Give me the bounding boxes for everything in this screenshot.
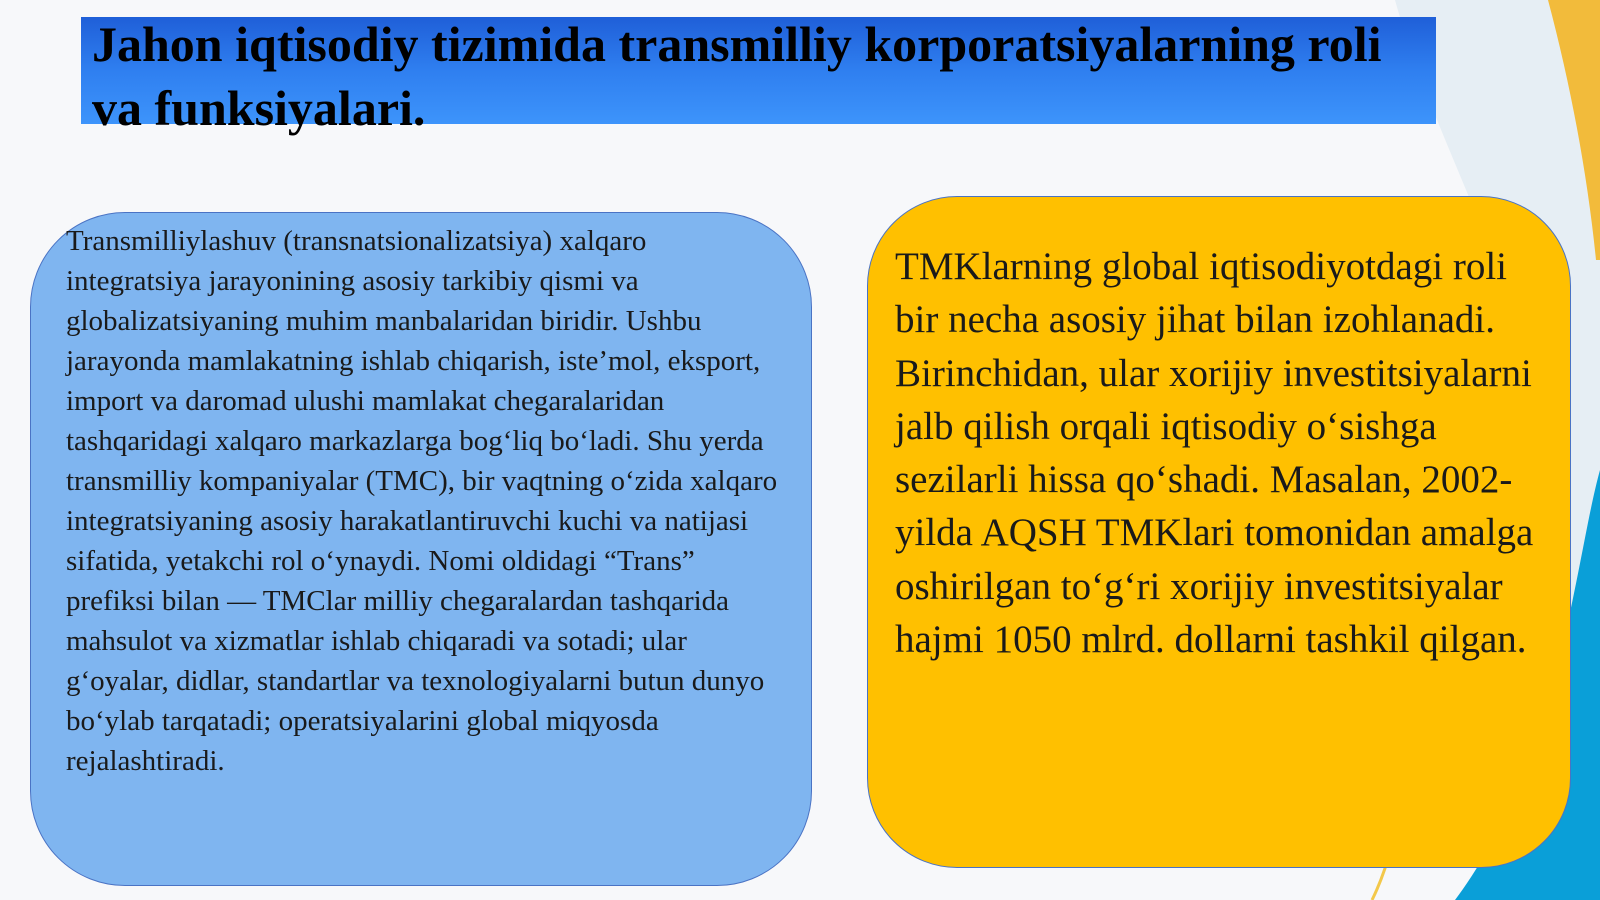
slide-title: Jahon iqtisodiy tizimida transmilliy korporatsiyalarning roli va funksiyalari. — [92, 16, 1382, 136]
right-box-paragraph: TMKlarning global iqtisodiyotdagi roli bir necha asosiy jihat bilan izohlanadi. Birinchidan, ular xorijiy investitsiyalarni jalb qilish orqali iqtisodiy o‘sishga sezilarli hissa qo‘shadi. Masalan, 2002-yilda AQSH TMKlari tomonidan amalga oshirilgan to‘g‘ri xorijiy investitsiyalar hajmi 1050 mlrd. dollarni tashkil qilgan. — [895, 245, 1534, 662]
left-box-paragraph: Transmilliylashuv (transnatsionalizatsiya) xalqaro integratsiya jarayonining asosiy tarkibiy qismi va globalizatsiyaning muhim manbalaridan biridir. Ushbu jarayonda mamlakatning ishlab chiqarish, iste’mol, eksport, import va daromad ulushi mamlakat chegaralaridan tashqaridagi xalqaro markazlarga bog‘liq bo‘ladi. Shu yerda transmilliy kompaniyalar (TMC), bir vaqtning o‘zida xalqaro integratsiyaning asosiy harakatlantiruvchi kuchi va natijasi sifatida, yetakchi rol o‘ynaydi. Nomi oldidagi “Trans” prefiksi bilan — TMClar milliy chegaralardan tashqarida mahsulot va xizmatlar ishlab chiqaradi va sotadi; ular g‘oyalar, didlar, standartlar va texnologiyalarni butun dunyo bo‘ylab tarqatadi; operatsiyalarini global miqyosda rejalashtiradi. — [66, 225, 778, 777]
